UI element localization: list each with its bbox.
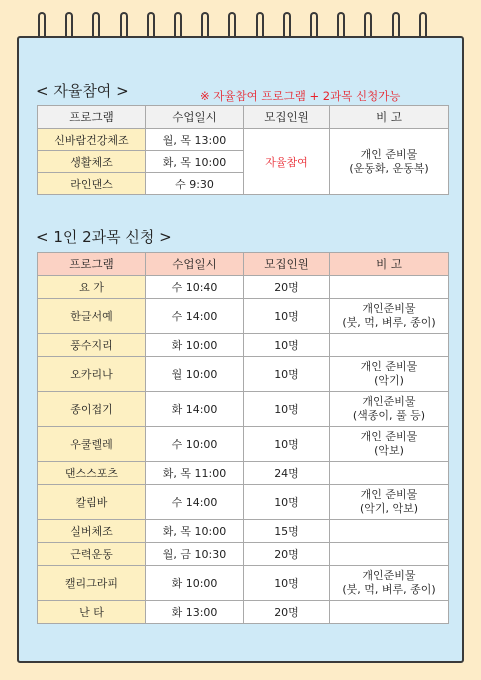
capacity: 20명 <box>244 543 330 566</box>
table-header-row <box>38 253 449 276</box>
remark-cell <box>330 299 449 334</box>
program-name: 오카리나 <box>38 357 146 392</box>
capacity: 20명 <box>244 276 330 299</box>
remark-cell <box>330 485 449 520</box>
table-row <box>38 462 449 485</box>
remark-line2: (악기, 악보) <box>359 502 419 515</box>
table-row <box>38 485 449 520</box>
remark-cell <box>330 276 449 299</box>
table-row <box>38 392 449 427</box>
program-name: 실버체조 <box>38 520 146 543</box>
header-remark: 비 고 <box>330 253 449 276</box>
program-name: 댄스스포츠 <box>38 462 146 485</box>
remark-line2: (붓, 먹, 벼루, 종이) <box>342 583 436 596</box>
section2-title: < 1인 2과목 신청 > <box>36 228 172 246</box>
remark-line1: 개인 준비물 <box>360 360 418 373</box>
program-name: 한글서예 <box>38 299 146 334</box>
header-capacity: 모집인원 <box>244 253 330 276</box>
class-time: 화 13:00 <box>146 601 244 624</box>
program-name: 신바람건강체조 <box>38 129 146 151</box>
table-row <box>38 334 449 357</box>
class-time: 화 14:00 <box>146 392 244 427</box>
remark-line1: 개인 준비물 <box>360 488 418 501</box>
remark-line2: (색종이, 풀 등) <box>352 409 426 422</box>
capacity: 10명 <box>244 485 330 520</box>
header-capacity: 모집인원 <box>244 106 330 129</box>
remark-cell <box>330 427 449 462</box>
remark-cell <box>330 129 449 195</box>
remark-line2: (악보) <box>374 444 404 457</box>
capacity: 10명 <box>244 299 330 334</box>
table-row <box>38 520 449 543</box>
program-name: 난 타 <box>38 601 146 624</box>
header-program: 프로그램 <box>38 253 146 276</box>
program-name: 우쿨렐레 <box>38 427 146 462</box>
capacity: 10명 <box>244 427 330 462</box>
table-row <box>38 276 449 299</box>
remark-cell <box>330 462 449 485</box>
capacity: 10명 <box>244 392 330 427</box>
remark-line2: (악기) <box>374 374 404 387</box>
table-row <box>38 299 449 334</box>
remark-cell <box>330 392 449 427</box>
remark-line2: (운동화, 운동복) <box>349 161 429 175</box>
capacity: 10명 <box>244 334 330 357</box>
table-row <box>38 427 449 462</box>
header-time: 수업일시 <box>146 253 244 276</box>
capacity: 10명 <box>244 357 330 392</box>
class-time: 수 14:00 <box>146 485 244 520</box>
program-name: 칼림바 <box>38 485 146 520</box>
remark-line1: 개인준비물 <box>362 569 416 582</box>
header-program: 프로그램 <box>38 106 146 129</box>
program-name: 요 가 <box>38 276 146 299</box>
table-row <box>38 129 449 151</box>
capacity: 15명 <box>244 520 330 543</box>
header-time: 수업일시 <box>146 106 244 129</box>
table-row <box>38 566 449 601</box>
class-time: 수 14:00 <box>146 299 244 334</box>
remark-cell <box>330 520 449 543</box>
program-name: 풍수지리 <box>38 334 146 357</box>
remark-line1: 개인준비물 <box>362 395 416 408</box>
table-row <box>38 601 449 624</box>
class-time: 화 10:00 <box>146 334 244 357</box>
self-participation-table <box>37 105 449 195</box>
remark-line2: (붓, 먹, 벼루, 종이) <box>342 316 436 329</box>
table-row <box>38 357 449 392</box>
class-time: 화, 목 10:00 <box>146 151 244 173</box>
section1-title: < 자율참여 > <box>36 82 129 100</box>
program-name: 생활체조 <box>38 151 146 173</box>
program-name: 캘리그라피 <box>38 566 146 601</box>
table-header-row <box>38 106 449 129</box>
class-time: 월 10:00 <box>146 357 244 392</box>
class-time: 수 10:00 <box>146 427 244 462</box>
class-time: 화, 목 10:00 <box>146 520 244 543</box>
remark-cell <box>330 543 449 566</box>
remark-line1: 개인 준비물 <box>360 147 418 161</box>
header-remark: 비 고 <box>330 106 449 129</box>
remark-cell <box>330 334 449 357</box>
class-time: 화, 목 11:00 <box>146 462 244 485</box>
capacity: 10명 <box>244 566 330 601</box>
remark-line1: 개인 준비물 <box>360 430 418 443</box>
remark-line1: 개인준비물 <box>362 302 416 315</box>
program-name: 라인댄스 <box>38 173 146 195</box>
remark-cell <box>330 357 449 392</box>
class-time: 월, 금 10:30 <box>146 543 244 566</box>
capacity: 24명 <box>244 462 330 485</box>
table-row <box>38 543 449 566</box>
section1-note: ※ 자율참여 프로그램 + 2과목 신청가능 <box>200 89 401 103</box>
remark-cell <box>330 601 449 624</box>
capacity-self: 자율참여 <box>244 129 330 195</box>
program-name: 근력운동 <box>38 543 146 566</box>
class-time: 화 10:00 <box>146 566 244 601</box>
two-subject-table <box>37 252 449 624</box>
remark-cell <box>330 566 449 601</box>
class-time: 수 9:30 <box>146 173 244 195</box>
program-name: 종이접기 <box>38 392 146 427</box>
class-time: 월, 목 13:00 <box>146 129 244 151</box>
class-time: 수 10:40 <box>146 276 244 299</box>
capacity: 20명 <box>244 601 330 624</box>
